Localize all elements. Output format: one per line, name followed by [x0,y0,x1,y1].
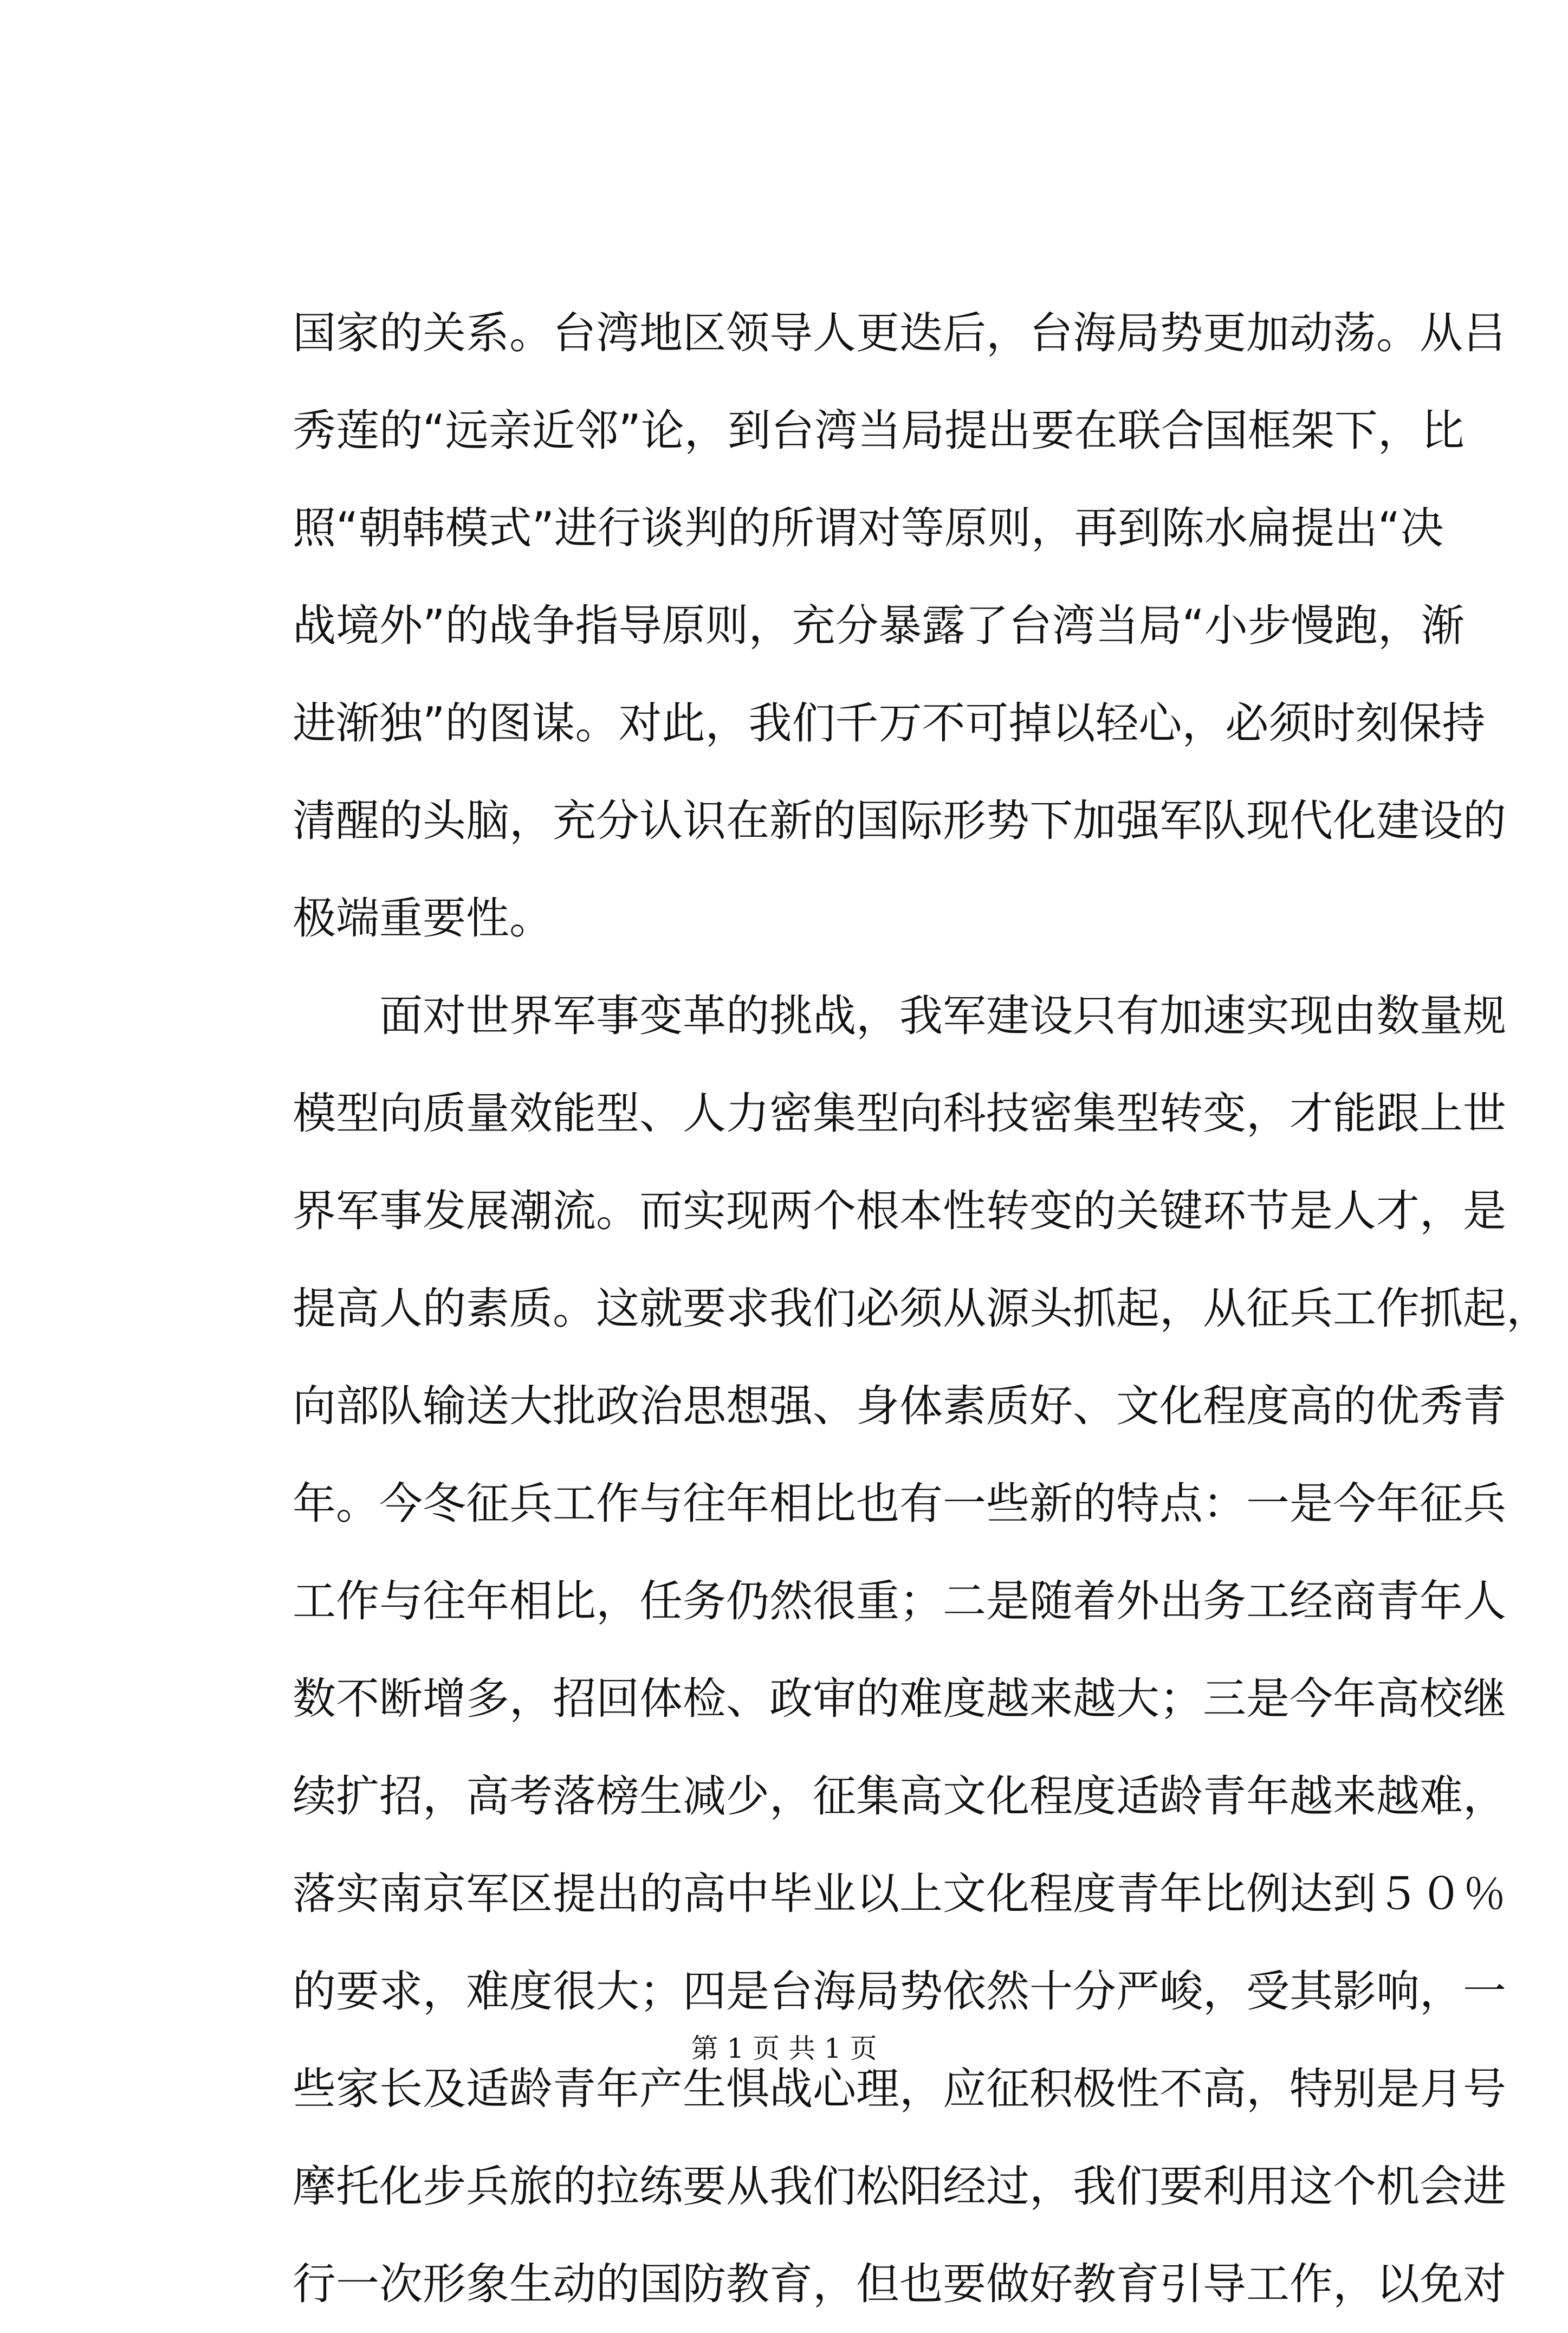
body-line-3: 照“朝韩模式”进行谈判的所谓对等原则，再到陈水扁提出“决 [293,503,1444,553]
body-line-9: 模型向质量效能型、人力密集型向科技密集型转变，才能跟上世 [293,1088,1506,1139]
body-line-20: 摩托化步兵旅的拉练要从我们松阳经过，我们要利用这个机会进 [293,2161,1506,2212]
body-line-13: 年。今冬征兵工作与往年相比也有一些新的特点：一是今年征兵 [293,1478,1506,1529]
body-line-16: 续扩招，高考落榜生减少，征集高文化程度适龄青年越来越难， [293,1771,1506,1821]
body-line-19: 些家长及适龄青年产生惧战心理，应征积极性不高，特别是月号 [293,2064,1506,2114]
page-number-label: 第 1 页 共 1 页 [691,2033,877,2064]
body-line-11: 提高人的素质。这就要求我们必须从源头抓起，从征兵工作抓起， [293,1283,1550,1334]
body-line-7: 极端重要性。 [293,893,553,943]
body-line-17: 落实南京军区提出的高中毕业以上文化程度青年比例达到５０％ [293,1869,1506,1919]
body-line-5: 进渐独”的图谋。对此，我们千万不可掉以轻心，必须时刻保持 [293,698,1486,748]
body-line-21: 行一次形象生动的国防教育，但也要做好教育引导工作，以免对 [293,2259,1506,2309]
body-line-15: 数不断增多，招回体检、政审的难度越来越大；三是今年高校继 [293,1673,1506,1724]
document-body [293,285,1550,2333]
page-footer [0,2030,1568,2067]
body-line-4: 战境外”的战争指导原则，充分暴露了台湾当局“小步慢跑，渐 [293,600,1465,651]
body-line-18: 的要求，难度很大；四是台海局势依然十分严峻，受其影响，一 [293,1966,1506,2017]
body-line-12: 向部队输送大批政治思想强、身体素质好、文化程度高的优秀青 [293,1381,1506,1431]
body-line-14: 工作与往年相比，任务仍然很重；二是随着外出务工经商青年人 [293,1576,1506,1626]
body-line-6: 清醒的头脑，充分认识在新的国际形势下加强军队现代化建设的 [293,796,1506,846]
body-line-1: 国家的关系。台湾地区领导人更迭后，台海局势更加动荡。从吕 [293,308,1506,358]
body-line-2: 秀莲的“远亲近邻”论，到台湾当局提出要在联合国框架下，比 [293,405,1465,456]
body-line-8: 面对世界军事变革的挑战，我军建设只有加速实现由数量规 [379,991,1506,1041]
body-line-10: 界军事发展潮流。而实现两个根本性转变的关键环节是人才，是 [293,1186,1506,1236]
